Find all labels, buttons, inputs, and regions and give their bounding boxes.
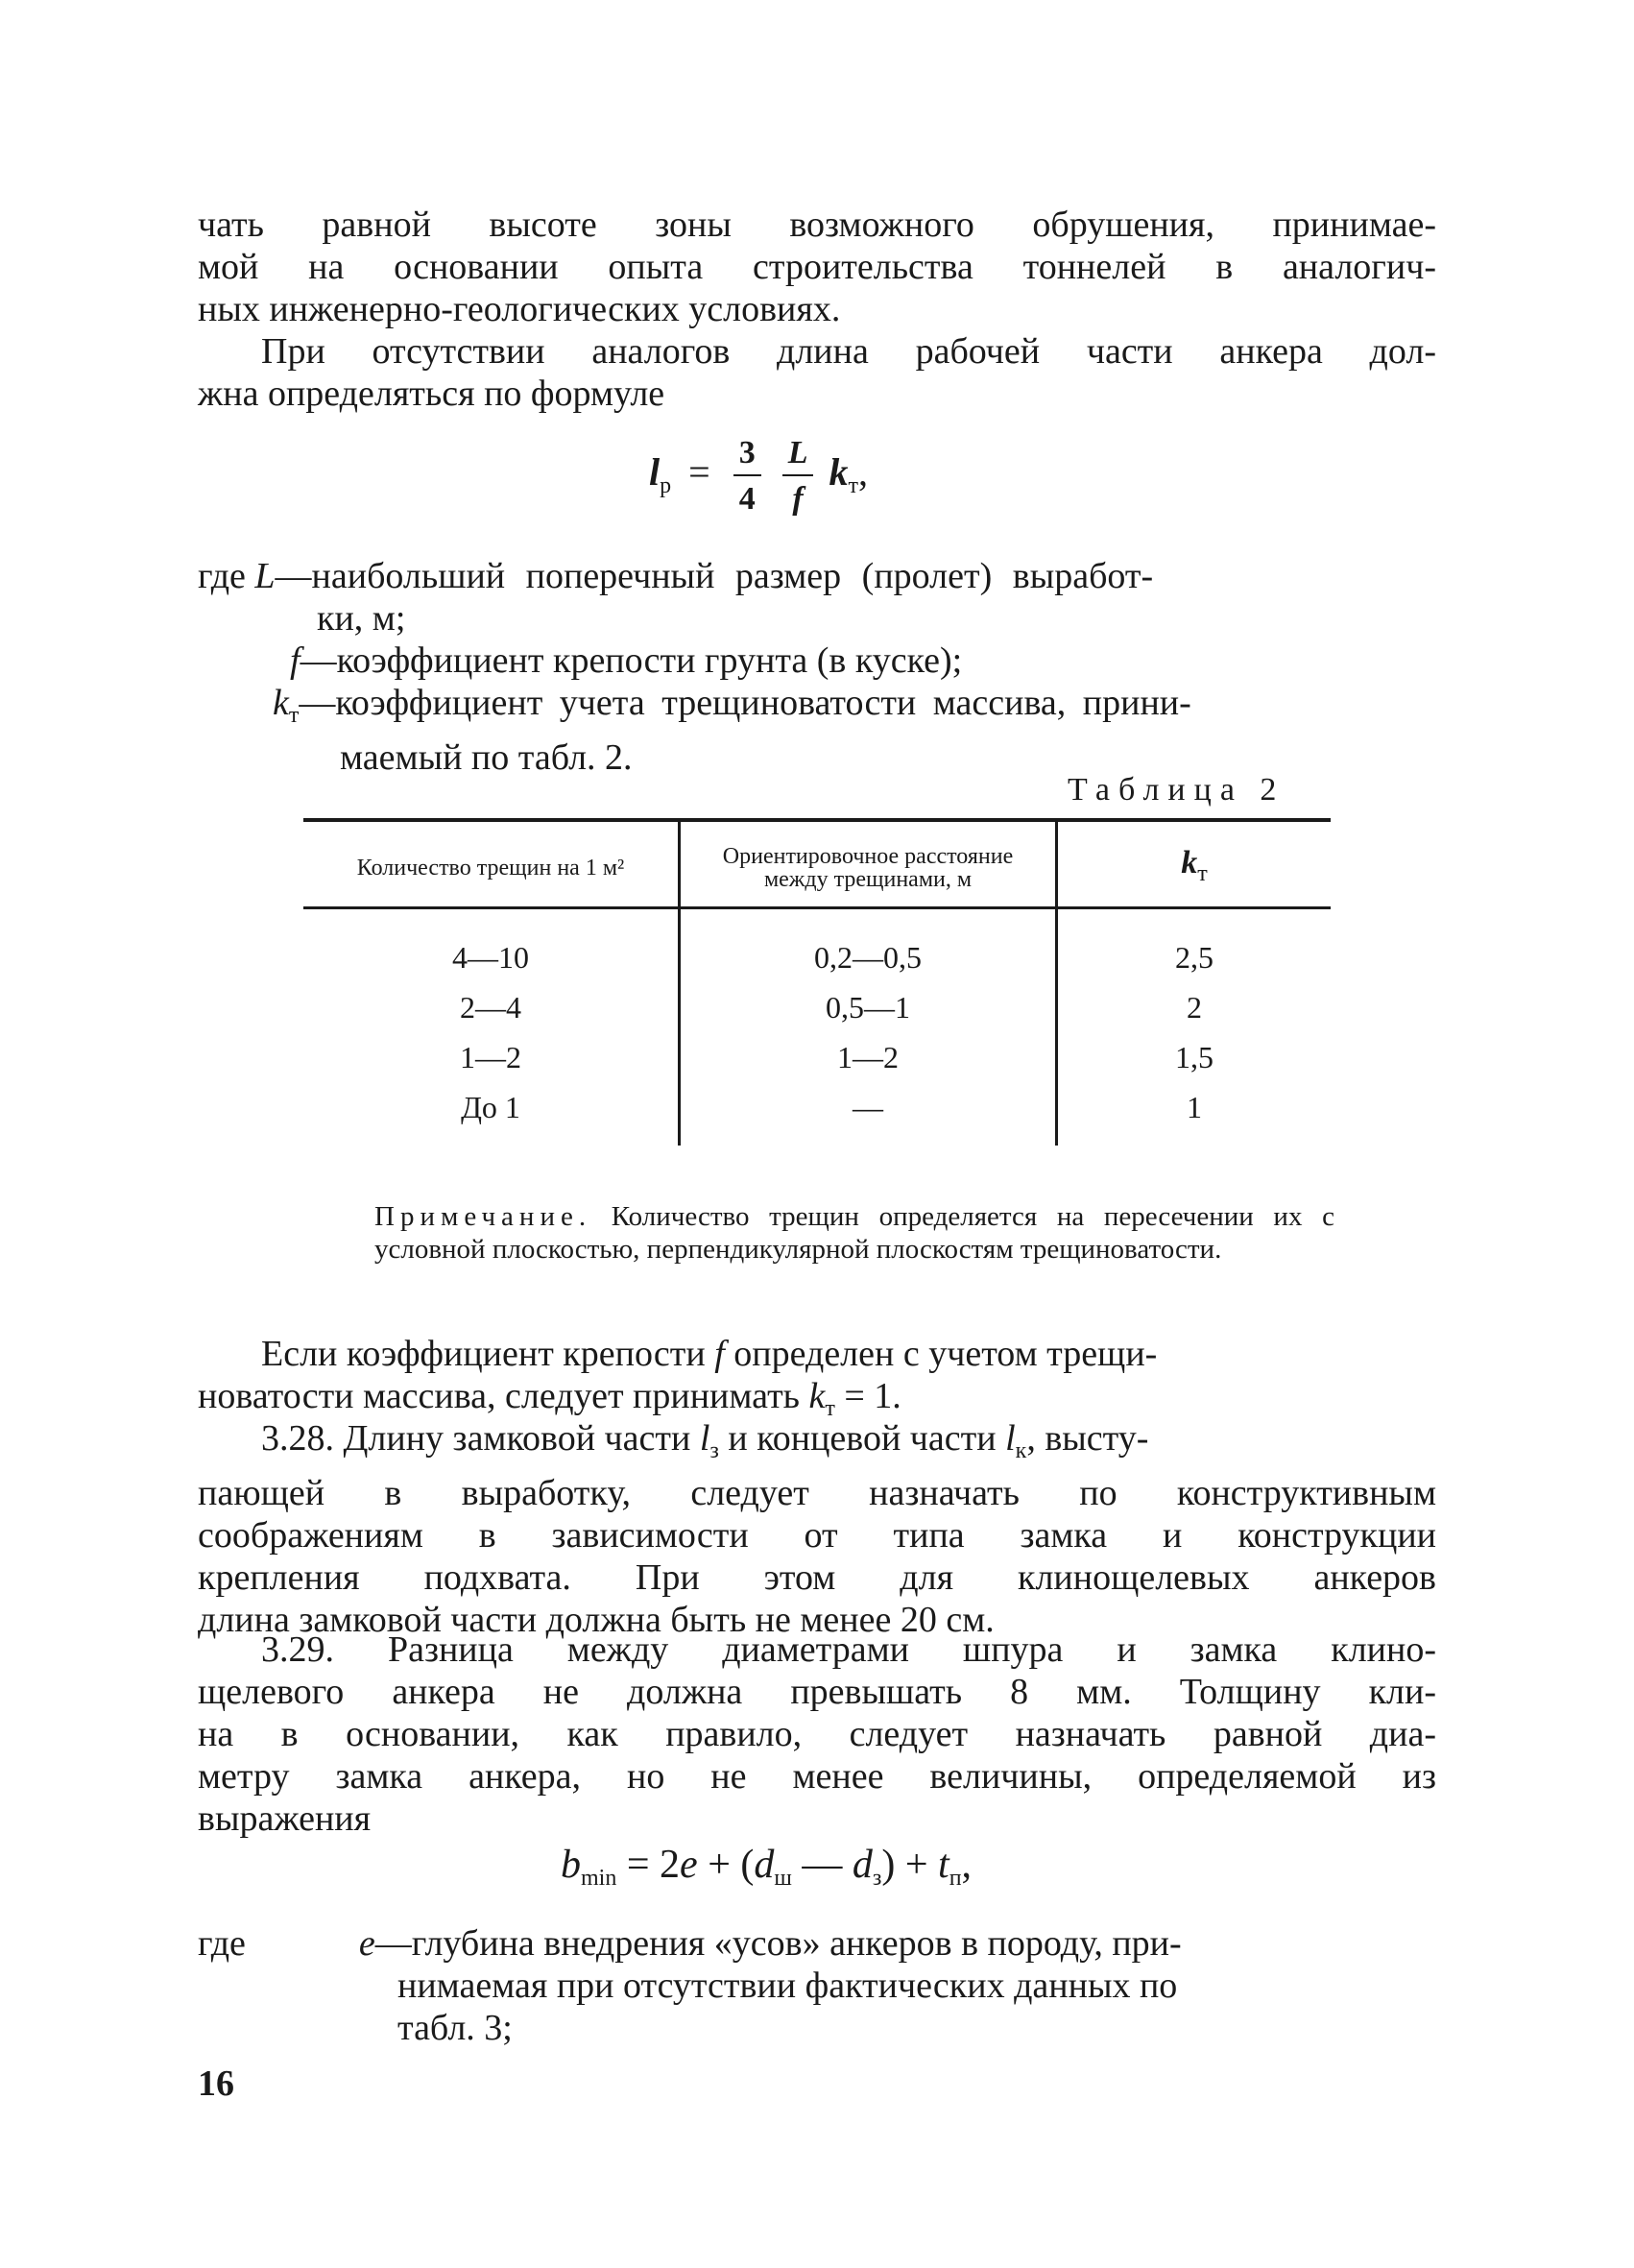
text-line: 3.29. Разница между диаметрами шпура и замка клино- bbox=[261, 1629, 1436, 1670]
definition-subscript: т bbox=[288, 703, 300, 728]
text-line: мой на основании опыта строительства тоннелей в аналогич- bbox=[198, 247, 1436, 287]
fraction bbox=[733, 434, 761, 519]
formula-subscript: п bbox=[949, 1866, 962, 1891]
definition-k-continued: маемый по табл. 2. bbox=[340, 737, 633, 778]
formula-subscript: т bbox=[848, 473, 858, 499]
table-cell: 2 bbox=[1187, 990, 1202, 1025]
column-header bbox=[1057, 820, 1332, 908]
text-line: щелевого анкера не должна превышать 8 мм. Толщину кли- bbox=[198, 1672, 1436, 1712]
formula-operator: = bbox=[688, 450, 710, 495]
formula-text: + ( bbox=[697, 1843, 755, 1887]
formula-symbol: k bbox=[829, 450, 849, 495]
definition-e bbox=[198, 1922, 1436, 1965]
table-row bbox=[303, 982, 1331, 1032]
text-line bbox=[198, 1417, 1436, 1472]
text-line: пающей в выработку, следует назначать по конструктивным bbox=[198, 1473, 1436, 1513]
header-subscript: т bbox=[1197, 860, 1208, 886]
formula-symbol: t bbox=[938, 1843, 949, 1887]
definition-e-continued: табл. 3; bbox=[397, 2008, 513, 2048]
text-line: длина замковой части должна быть не менее 20 см. bbox=[198, 1600, 995, 1640]
definition-L-continued: ки, м; bbox=[317, 598, 406, 639]
text-fragment: и концевой части bbox=[718, 1418, 1006, 1459]
formula-symbol: l bbox=[649, 450, 661, 495]
text-fragment: 3.28. Длину замковой части bbox=[261, 1418, 700, 1459]
table-caption: Таблица 2 bbox=[1068, 772, 1286, 808]
table-cell: 0,5—1 bbox=[680, 982, 1057, 1032]
note-text: Количество трещин определяется на пересечении их с условной плоскостью, перпендикулярной плоскостям трещиноватости. bbox=[374, 1201, 1334, 1265]
paragraph-3-29 bbox=[198, 1629, 1436, 1840]
formula-wedge-thickness bbox=[561, 1842, 972, 1892]
formula-punctuation: , bbox=[857, 450, 868, 495]
text-line: метру замка анкера, но не менее величины, определяемой из bbox=[198, 1756, 1436, 1797]
definition-k bbox=[198, 682, 1436, 736]
formula-text: ) + bbox=[881, 1843, 939, 1887]
table-row bbox=[303, 908, 1331, 983]
formula-subscript: з bbox=[872, 1866, 882, 1891]
text-line: жна определяться по формуле bbox=[198, 374, 665, 414]
text-fragment: определен с учетом трещи- bbox=[724, 1334, 1158, 1374]
table-note bbox=[374, 1200, 1334, 1266]
definition-text: —глубина внедрения «усов» анкеров в породу, при- bbox=[374, 1923, 1182, 1964]
page-number: 16 bbox=[198, 2063, 234, 2104]
definition-f bbox=[198, 639, 1436, 682]
formula-subscript: р bbox=[660, 473, 672, 499]
definition-text: —коэффициент учета трещиноватости массива, прини- bbox=[299, 683, 1191, 723]
text-line: чать равной высоте зоны возможного обрушения, принимае- bbox=[198, 205, 1436, 245]
table-cell: 2,5 bbox=[1175, 940, 1213, 975]
inline-symbol: l bbox=[699, 1418, 710, 1459]
definition-symbol: L bbox=[254, 556, 276, 596]
table-header-row bbox=[303, 820, 1331, 908]
table-cell: 1—2 bbox=[680, 1032, 1057, 1082]
table-cell: 4—10 bbox=[303, 908, 680, 983]
definition-L bbox=[198, 555, 1436, 597]
definitions-list-2 bbox=[198, 1922, 1436, 2049]
formula-text: = 2 bbox=[616, 1843, 681, 1887]
text-fragment: , высту- bbox=[1026, 1418, 1149, 1459]
definition-symbol: k bbox=[273, 683, 289, 723]
paragraph-formula-intro bbox=[198, 330, 1436, 415]
paragraph-strength-coefficient bbox=[198, 1333, 1436, 1430]
inline-subscript: к bbox=[1015, 1438, 1027, 1463]
formula-symbol: d bbox=[852, 1843, 873, 1887]
table-row bbox=[303, 1032, 1331, 1082]
text-line bbox=[198, 1333, 1436, 1375]
formula-symbol: b bbox=[561, 1843, 581, 1887]
fraction-numerator: L bbox=[782, 434, 814, 476]
where-label: где bbox=[198, 556, 246, 596]
formula-anchor-length bbox=[649, 434, 868, 519]
table-crack-coefficient bbox=[303, 818, 1331, 1146]
text-line: выражения bbox=[198, 1798, 372, 1839]
definition-text: —коэффициент крепости грунта (в куске); bbox=[300, 640, 963, 681]
inline-subscript: з bbox=[709, 1438, 719, 1463]
column-header: Ориентировочное расстояние между трещинами, м bbox=[680, 820, 1057, 908]
text-line: При отсутствии аналогов длина рабочей части анкера дол- bbox=[261, 331, 1436, 372]
column-header: Количество трещин на 1 м² bbox=[303, 820, 680, 908]
formula-symbol: e bbox=[680, 1843, 698, 1887]
definition-e-continued: нимаемая при отсутствии фактических данных по bbox=[397, 1966, 1178, 2006]
definition-symbol: f bbox=[290, 640, 300, 681]
table-row bbox=[303, 1082, 1331, 1146]
where-label: где bbox=[198, 1923, 246, 1964]
table-cell: 1,5 bbox=[1175, 1040, 1213, 1074]
formula-subscript: ш bbox=[774, 1866, 792, 1891]
inline-subscript: т bbox=[825, 1396, 835, 1421]
formula-symbol: d bbox=[754, 1843, 775, 1887]
paragraph-3-28 bbox=[198, 1417, 1436, 1641]
text-fragment: Если коэффициент крепости bbox=[261, 1334, 715, 1374]
definition-text: —наибольший поперечный размер (пролет) выработ- bbox=[275, 556, 1154, 596]
fraction-numerator: 3 bbox=[733, 434, 761, 476]
fraction bbox=[782, 434, 814, 519]
text-fragment: = 1. bbox=[834, 1376, 901, 1416]
fraction-denominator: f bbox=[792, 481, 804, 517]
formula-punctuation: , bbox=[961, 1843, 973, 1887]
table-cell: — bbox=[680, 1082, 1057, 1146]
inline-symbol: f bbox=[714, 1334, 725, 1374]
inline-symbol: l bbox=[1005, 1418, 1016, 1459]
text-fragment: новатости массива, следует принимать bbox=[198, 1376, 809, 1416]
table-cell: 2—4 bbox=[303, 982, 680, 1032]
text-line: ных инженерно-геологических условиях. bbox=[198, 289, 841, 329]
text-line: крепления подхвата. При этом для клинощелевых анкеров bbox=[198, 1557, 1436, 1598]
inline-symbol: k bbox=[808, 1376, 826, 1416]
definition-symbol: e bbox=[358, 1923, 375, 1964]
formula-subscript: min bbox=[581, 1866, 617, 1891]
definitions-list bbox=[198, 555, 1436, 779]
text-line: соображениям в зависимости от типа замка и конструкции bbox=[198, 1515, 1436, 1556]
text-line: на в основании, как правило, следует назначать равной диа- bbox=[198, 1714, 1436, 1754]
table-cell: До 1 bbox=[303, 1082, 680, 1146]
table-cell: 1—2 bbox=[303, 1032, 680, 1082]
formula-text: — bbox=[791, 1843, 853, 1887]
table-cell: 0,2—0,5 bbox=[680, 908, 1057, 983]
fraction-denominator: 4 bbox=[738, 481, 756, 517]
table-cell: 1 bbox=[1187, 1090, 1202, 1124]
header-symbol: k bbox=[1181, 844, 1198, 881]
paragraph-continuation bbox=[198, 204, 1436, 330]
note-label: Примечание. bbox=[374, 1201, 592, 1232]
